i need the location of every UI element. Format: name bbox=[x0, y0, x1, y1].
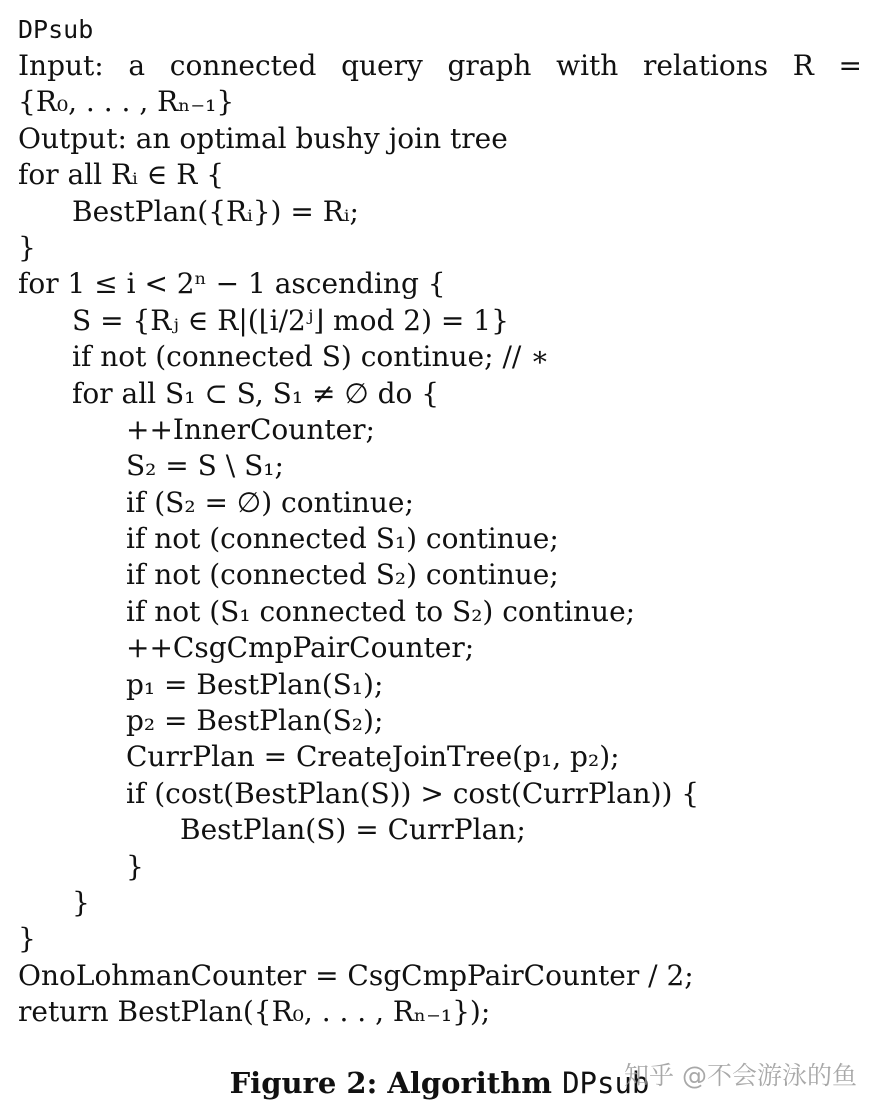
algorithm-line-init-bestplan: BestPlan({Rᵢ}) = Rᵢ; bbox=[72, 194, 359, 228]
algorithm-line-if-cost: if (cost(BestPlan(S)) > cost(CurrPlan)) { bbox=[126, 776, 700, 810]
algorithm-line-return: return BestPlan({R₀, . . . , Rₙ₋₁}); bbox=[18, 995, 491, 1029]
algorithm-line-if-not-connected-s1: if not (connected S₁) continue; bbox=[126, 522, 559, 556]
algorithm-line-inner-counter: ++InnerCounter; bbox=[126, 412, 375, 446]
algorithm-line-if-not-s1-connected-to-s2: if not (S₁ connected to S₂) continue; bbox=[126, 594, 636, 628]
algorithm-line-define-s: S = {Rⱼ ∈ R|(⌊i/2ʲ⌋ mod 2) = 1} bbox=[72, 303, 509, 337]
figure-caption-algorithm-name: DPsub bbox=[562, 1066, 650, 1100]
algorithm-line-for-all-relations: for all Rᵢ ∈ R { bbox=[18, 158, 225, 192]
algorithm-line-for-all-subsets: for all S₁ ⊂ S, S₁ ≠ ∅ do { bbox=[72, 376, 440, 410]
algorithm-line-p2: p₂ = BestPlan(S₂); bbox=[126, 704, 384, 738]
algorithm-line-if-not-connected-s: if not (connected S) continue; // ∗ bbox=[72, 340, 550, 374]
algorithm-line-close-inner-for: } bbox=[72, 885, 90, 919]
algorithm-line-define-s2: S₂ = S \ S₁; bbox=[126, 449, 284, 483]
watermark-text: 知乎 @不会游泳的鱼 bbox=[624, 1061, 857, 1090]
algorithm-line-p1: p₁ = BestPlan(S₁); bbox=[126, 667, 384, 701]
algorithm-line-csgcmp-counter: ++CsgCmpPairCounter; bbox=[126, 631, 475, 665]
algorithm-line-output: Output: an optimal bushy join tree bbox=[18, 121, 508, 155]
algorithm-line-assign-bestplan: BestPlan(S) = CurrPlan; bbox=[180, 813, 526, 847]
algorithm-line-for-ascending: for 1 ≤ i < 2ⁿ − 1 ascending { bbox=[18, 267, 446, 301]
algorithm-line-close-if: } bbox=[126, 849, 144, 883]
algorithm-line-relations-set: {R₀, . . . , Rₙ₋₁} bbox=[18, 85, 235, 119]
algorithm-line-close-brace: } bbox=[18, 230, 36, 264]
algorithm-line-if-not-connected-s2: if not (connected S₂) continue; bbox=[126, 558, 559, 592]
algorithm-title: DPsub bbox=[18, 15, 94, 44]
algorithm-line-close-outer-for: } bbox=[18, 922, 36, 956]
algorithm-line-currplan: CurrPlan = CreateJoinTree(p₁, p₂); bbox=[126, 740, 620, 774]
algorithm-line-onolohman: OnoLohmanCounter = CsgCmpPairCounter / 2; bbox=[18, 958, 694, 992]
figure-caption-label: Figure 2: Algorithm bbox=[229, 1066, 552, 1100]
algorithm-line-input: Input: a connected query graph with relations R = bbox=[18, 49, 862, 82]
algorithm-body bbox=[18, 48, 862, 1031]
algorithm-line-if-s2-empty: if (S₂ = ∅) continue; bbox=[126, 485, 414, 519]
